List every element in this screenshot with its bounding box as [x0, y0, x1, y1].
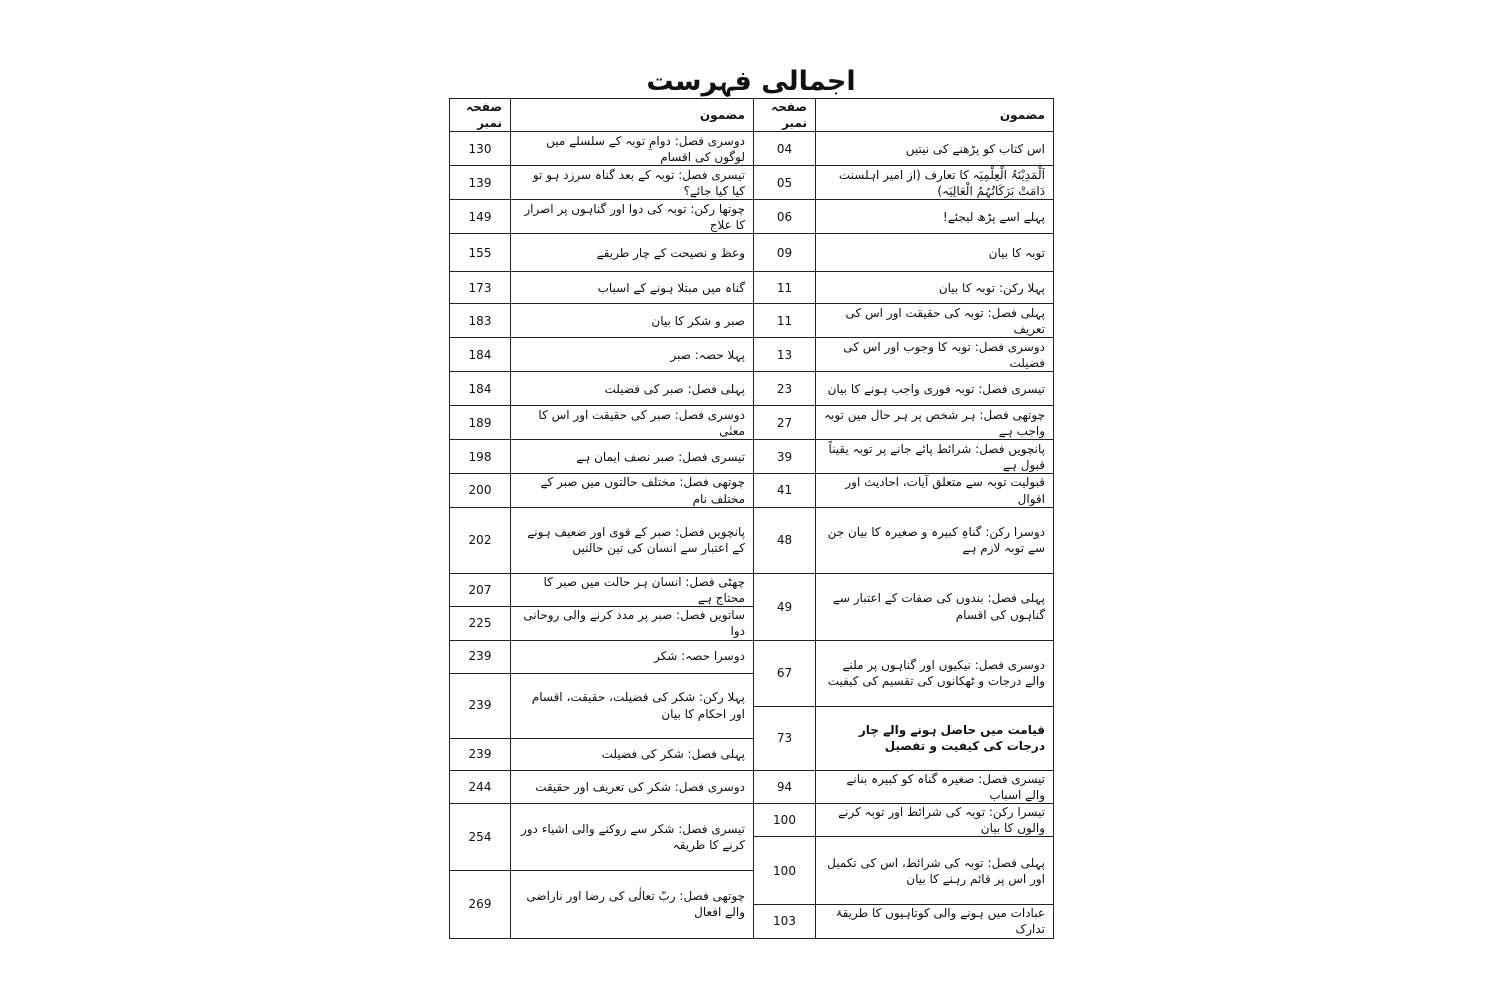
entry-topic: توبہ کا بیان — [816, 234, 1054, 272]
entry-topic: پہلی فصل: بندوں کی صفات کے اعتبار سے گناہوں کی اقسام — [816, 573, 1054, 640]
entry-page: 48 — [754, 507, 816, 573]
column-header-page: صفحہ نمبر — [754, 99, 816, 132]
entry-topic: پہلی فصل: توبہ کی شرائط، اس کی تکمیل اور اس پر قائم رہنے کا بیان — [816, 837, 1054, 905]
entry-page: 198 — [450, 440, 511, 474]
entry-topic: چھٹی فصل: انسان ہر حالت میں صبر کا محتاج ہے — [511, 573, 754, 606]
entry-page: 207 — [450, 573, 511, 606]
entry-topic: وعظ و نصیحت کے چار طریقے — [511, 234, 754, 272]
entry-topic: دوسری فصل: صبر کی حقیقت اور اس کا معنٰی — [511, 406, 754, 440]
entry-page: 73 — [754, 706, 816, 770]
entry-topic: تیسری فصل: توبہ کے بعد گناہ سرزد ہو تو کیا کیا جائے؟ — [511, 166, 754, 200]
column-header-topic: مضمون — [511, 99, 754, 132]
entry-topic: پہلی فصل: شکر کی فضیلت — [511, 738, 754, 770]
table-row — [450, 440, 1054, 474]
entry-topic: پہلی فصل: توبہ کی حقیقت اور اس کی تعریف — [816, 304, 1054, 338]
entry-topic-heading: قیامت میں حاصل ہونے والے چار درجات کی کیفیت و تفصیل — [816, 706, 1054, 770]
entry-topic: پانچویں فصل: صبر کے قوی اور ضعیف ہونے کے اعتبار سے انسان کی تین حالتیں — [511, 507, 754, 573]
table-row — [450, 474, 1054, 507]
entry-topic: گناہ میں مبتلا ہونے کے اسباب — [511, 272, 754, 304]
entry-topic: صبر و شکر کا بیان — [511, 304, 754, 338]
entry-page: 269 — [450, 871, 511, 938]
entry-page: 149 — [450, 200, 511, 234]
entry-page: 67 — [754, 640, 816, 706]
table-row — [450, 132, 1054, 166]
entry-topic: اس کتاب کو پڑھنے کی نیتیں — [816, 132, 1054, 166]
entry-topic: چوتھی فصل: مختلف حالتوں میں صبر کے مختلف نام — [511, 474, 754, 507]
entry-topic: تیسری فصل: شکر سے روکنے والی اشیاء دور کرنے کا طریقہ — [511, 803, 754, 870]
entry-page: 11 — [754, 304, 816, 338]
entry-topic: پہلی فصل: صبر کی فضیلت — [511, 372, 754, 406]
entry-topic: تیسری فصل: توبہ فوری واجب ہونے کا بیان — [816, 372, 1054, 406]
entry-page: 239 — [450, 738, 511, 770]
table-row — [450, 803, 1054, 836]
entry-topic: پہلا رکن: شکر کی فضیلت، حقیقت، اقسام اور احکام کا بیان — [511, 673, 754, 738]
entry-page: 06 — [754, 200, 816, 234]
entry-page: 225 — [450, 607, 511, 640]
entry-topic: پہلا حصہ: صبر — [511, 338, 754, 372]
entry-page: 202 — [450, 507, 511, 573]
entry-topic: دوسرا رکن: گناہِ کبیرہ و صغیرہ کا بیان جن سے توبہ لازم ہے — [816, 507, 1054, 573]
table-row — [450, 272, 1054, 304]
table-row — [450, 338, 1054, 372]
entry-page: 39 — [754, 440, 816, 474]
table-row — [450, 166, 1054, 200]
entry-topic: پہلا رکن: توبہ کا بیان — [816, 272, 1054, 304]
entry-topic: عبادات میں ہونے والی کوتاہیوں کا طریقۂ تدارک — [816, 905, 1054, 938]
table-header-row — [450, 99, 1054, 132]
column-header-topic: مضمون — [816, 99, 1054, 132]
entry-topic: دوسرا حصہ: شکر — [511, 640, 754, 673]
entry-page: 11 — [754, 272, 816, 304]
entry-topic: تیسرا رکن: توبہ کی شرائط اور توبہ کرنے والوں کا بیان — [816, 803, 1054, 836]
entry-topic: پہلے اسے پڑھ لیجئے! — [816, 200, 1054, 234]
entry-page: 100 — [754, 803, 816, 836]
entry-page: 189 — [450, 406, 511, 440]
entry-page: 173 — [450, 272, 511, 304]
entry-topic: دوسری فصل: دوامِ توبہ کے سلسلے میں لوگوں کی اقسام — [511, 132, 754, 166]
entry-topic: دوسری فصل: توبہ کا وجوب اور اس کی فضیلت — [816, 338, 1054, 372]
entry-page: 27 — [754, 406, 816, 440]
table-row — [450, 304, 1054, 338]
entry-page: 184 — [450, 372, 511, 406]
entry-topic: تیسری فصل: صبر نصف ایمان ہے — [511, 440, 754, 474]
table-row — [450, 372, 1054, 406]
entry-page: 254 — [450, 803, 511, 870]
table-row — [450, 200, 1054, 234]
entry-page: 139 — [450, 166, 511, 200]
table-row — [450, 573, 1054, 606]
entry-page: 103 — [754, 905, 816, 938]
entry-topic: قبولیت توبہ سے متعلق آیات، احادیث اور اقوال — [816, 474, 1054, 507]
entry-page: 239 — [450, 640, 511, 673]
entry-page: 100 — [754, 837, 816, 905]
entry-topic: دوسری فصل: نیکیوں اور گناہوں پر ملنے والے درجات و ٹھکانوں کی تقسیم کی کیفیت — [816, 640, 1054, 706]
entry-topic: پانچویں فصل: شرائط پائے جانے پر توبہ یقیناً قبول ہے — [816, 440, 1054, 474]
entry-page: 13 — [754, 338, 816, 372]
column-header-page: صفحہ نمبر — [450, 99, 511, 132]
entry-page: 94 — [754, 770, 816, 803]
entry-page: 05 — [754, 166, 816, 200]
entry-page: 23 — [754, 372, 816, 406]
entry-page: 09 — [754, 234, 816, 272]
table-row — [450, 234, 1054, 272]
entry-page: 244 — [450, 770, 511, 803]
entry-topic: اَلْمَدِیْنَۃُ الْعِلْمِیَہ کا تعارف (از امیر اہلسنت دَامَتْ بَرَکَاتُہُمُ الْعَالِیَہ) — [816, 166, 1054, 200]
entry-page: 04 — [754, 132, 816, 166]
entry-topic: ساتویں فصل: صبر پر مدد کرنے والی روحانی دوا — [511, 607, 754, 640]
entry-topic: تیسری فصل: صغیرہ گناہ کو کبیرہ بنانے والے اسباب — [816, 770, 1054, 803]
entry-page: 183 — [450, 304, 511, 338]
entry-page: 184 — [450, 338, 511, 372]
entry-page: 49 — [754, 573, 816, 640]
page-title: اجمالی فہرست — [646, 66, 856, 97]
entry-page: 239 — [450, 673, 511, 738]
table-row — [450, 770, 1054, 803]
entry-topic: دوسری فصل: شکر کی تعریف اور حقیقت — [511, 770, 754, 803]
entry-page: 155 — [450, 234, 511, 272]
table-row — [450, 507, 1054, 573]
entry-page: 200 — [450, 474, 511, 507]
table-of-contents — [449, 98, 1054, 939]
entry-topic: چوتھی فصل: ہر شخص پر ہر حال میں توبہ واجب ہے — [816, 406, 1054, 440]
entry-topic: چوتھا رکن: توبہ کی دوا اور گناہوں پر اصرار کا علاج — [511, 200, 754, 234]
entry-page: 130 — [450, 132, 511, 166]
table-row — [450, 406, 1054, 440]
entry-topic: چوتھی فصل: ربّ تعالٰی کی رضا اور ناراضی والے افعال — [511, 871, 754, 938]
table-row — [450, 640, 1054, 673]
entry-page: 41 — [754, 474, 816, 507]
